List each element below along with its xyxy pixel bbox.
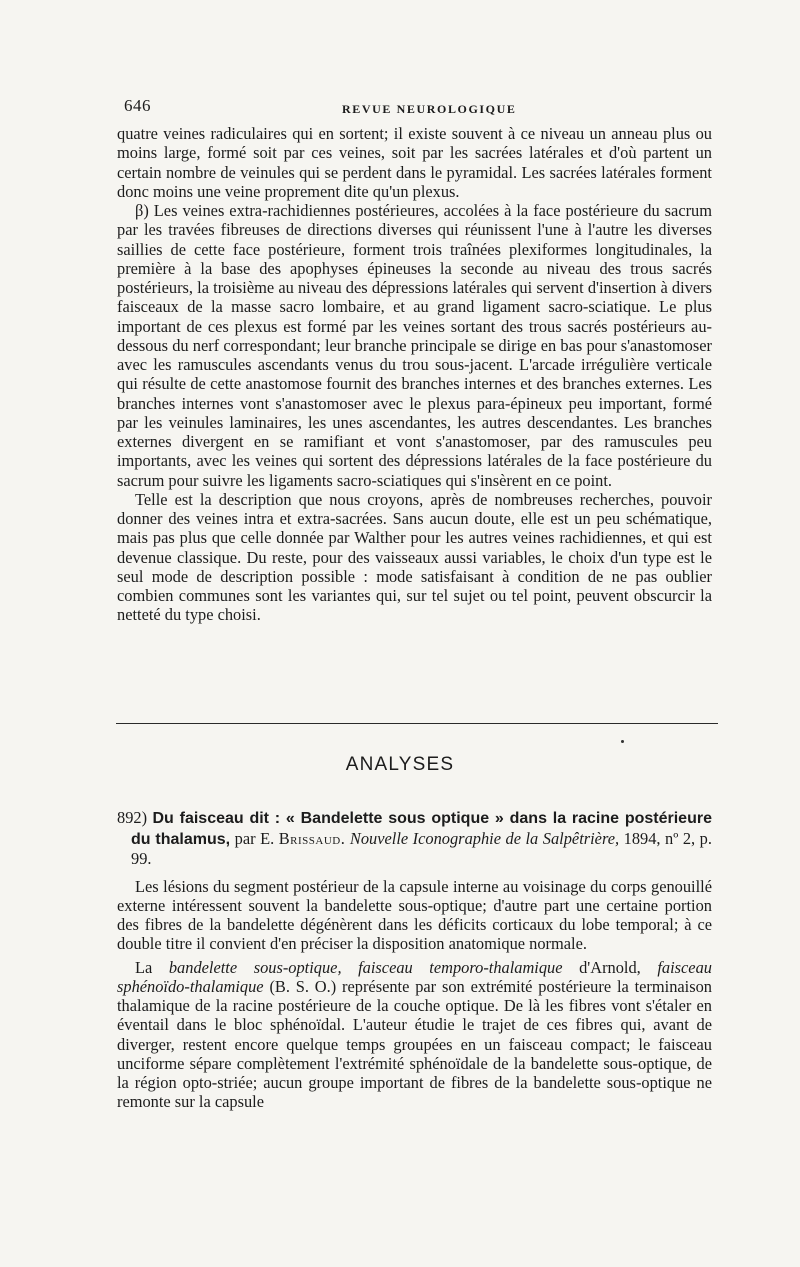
article-body [117,124,712,625]
paragraph-conclusion: Telle est la description que nous croyons, après de nombreuses recherches, pouvoir donner des veines intra et extra-sacrées. Sans aucun doute, elle est un peu schématique, mais pas plus que celle donnée par Walther pour les autres veines rachidiennes, et qui est devenue classique. Du reste, pour des vaisseaux aussi variables, le choix d'un type est le seul mode de description possible : mode satisfaisant à condition de ne pas oublier combien communes sont les variantes qui, sur tel sujet ou tel point, peuvent obscurcir la netteté du type choisi. [117,489,712,625]
para2-term-2: faisceau sphénoïdo-thalamique [117,957,712,996]
analysis-entry [117,808,712,1112]
entry-by: par E. [234,828,275,848]
para2-rest: (B. S. O.) représente par son extrémité postérieure la terminaison thalamique de la racine postérieure de la couche optique. De là les fibres vont s'étaler en éventail dans le bloc sphénoïdal. L'auteur étudie le trajet de ces fibres qui, avant de diverger, restent encore quelque temps groupées en un faisceau compact; le faisceau unciforme sépare complètement l'extrémité sphénoïdale de la bandelette sous-optique, de la région opto-striée; aucun groupe important de fibres de la bandelette sous-optique ne remonte sur la capsule [117,976,712,1112]
paragraph-beta: β) Les veines extra-rachidiennes postérieures, accolées à la face postérieure du sacrum par les travées fibreuses de directions diverses qui réunissent l'une à l'autre les diverses saillies de cette face postérieure, forment trois traînées plexiformes longitudinales, la première à la base des apophyses épineuses la seconde au niveau des trous sacrés postérieurs, la troisième au niveau des dépressions latérales qui servent d'insertion à divers faisceaux de la masse sacro lombaire, et au grand ligament sacro-sciatique. Le plus important de ces plexus est formé par les veines sortant des trous sacrés postérieurs au-dessous du nerf correspondant; leur branche principale se dirige en bas pour s'anastomoser avec les ramuscules ascendants venus du trou sous-jacent. L'arcade irrégulière verticale qui résulte de cette anastomose fournit des branches internes et des branches externes. Les branches internes vont s'anastomoser avec le plexus para-épineux peu important, formé par les veinules laminaires, les unes ascendantes, les autres descendantes. Les branches externes divergent en se ramifiant et vont s'anastomoser, par des ramuscules peu importants, avec les veines qui sortent des dépressions latérales de la face postérieure du sacrum pour suivre les ligaments sacro-sciatiques qui s'insèrent en ce point. [117,201,712,490]
entry-author: Brissaud. [278,828,346,848]
entry-paragraph-1: Les lésions du segment postérieur de la capsule interne au voisinage du corps genouillé externe intéressent souvent la bandelette sous-optique; d'autre part une certaine portion des fibres de la bandelette dégénèrent dans les déficits corticaux du lobe temporal; à ce double titre il convient d'en préciser la disposition anatomique normale. [117,876,712,954]
print-speck [621,740,624,743]
page-number: 646 [124,96,151,115]
para2-start: La [135,957,153,977]
entry-journal: Nouvelle Iconographie de la Salpêtrière, [349,828,620,848]
entry-details: 1894, nº 2, p. 99. [131,828,712,868]
section-divider [116,723,718,724]
entry-paragraph-2 [117,958,712,1112]
running-title: REVUE NEUROLOGIQUE [342,102,517,116]
paragraph-continuation: quatre veines radiculaires qui en sortent; il existe souvent à ce niveau un anneau plus ou moins large, formé soit par ces veines, soit par les sacrées latérales et d'où partent un certain nombre de veinules qui se perdent dans le pyramidal. Les sacrées latérales forment donc moins une veine proprement dite qu'un plexus. [117,124,712,201]
entry-number: 892) [117,808,148,827]
entry-heading [117,808,712,869]
entry-title: Du faisceau dit : « Bandelette sous optique » dans la racine postérieure du thalamus, [131,810,712,848]
page-header [124,96,714,118]
section-title: ANALYSES [345,754,455,775]
para2-mid: d'Arnold, [579,957,641,977]
para2-term-1: bandelette sous-optique, faisceau temporo-thalamique [168,957,563,977]
